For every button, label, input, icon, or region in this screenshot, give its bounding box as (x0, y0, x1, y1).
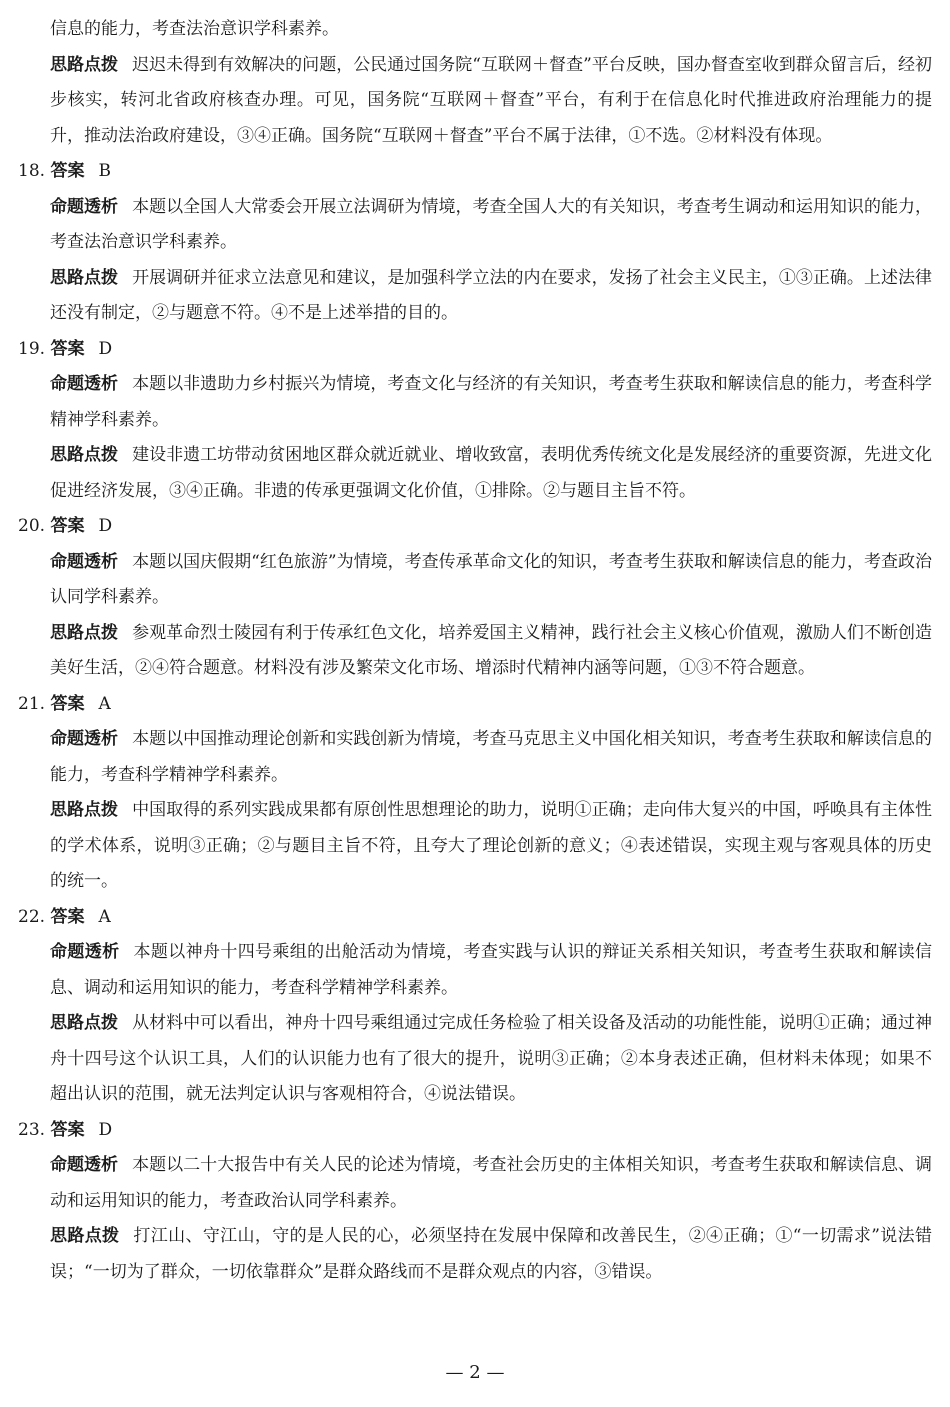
silu-label: 思路点拨 (50, 622, 119, 643)
q19-silu-text: 建设非遗工坊带动贫困地区群众就近就业、增收致富，表明优秀传统文化是发展经济的重要资源，先进文化促进经济发展，③④正确。非遗的传承更强调文化价值，①排除。②与题目主旨不符。 (50, 445, 933, 501)
q23-number: 23. (18, 1119, 46, 1140)
q20-mingti-paragraph (18, 545, 932, 616)
answer-label: 答案 (50, 906, 85, 927)
answer-label: 答案 (50, 693, 85, 714)
q20-silu-text: 参观革命烈士陵园有利于传承红色文化，培养爱国主义精神，践行社会主义核心价值观，激励人们不断创造美好生活，②④符合题意。材料没有涉及繁荣文化市场、增添时代精神内涵等问题，①③不符合题意。 (50, 622, 933, 678)
silu-label: 思路点拨 (50, 1013, 119, 1033)
answer-label: 答案 (50, 338, 85, 359)
q21-number: 21. (18, 693, 46, 714)
answer-label: 答案 (50, 1119, 85, 1140)
answer-label: 答案 (50, 161, 85, 181)
q23-silu-text: 打江山、守江山，守的是人民的心，必须坚持在发展中保障和改善民生，②④正确；①“一切需求”说法错误；“一切为了群众，一切依靠群众”是群众路线而不是群众观点的内容，③错误。 (50, 1226, 933, 1282)
silu-label: 思路点拨 (50, 267, 119, 288)
q17-silu-paragraph (18, 48, 932, 155)
q19-mingti-paragraph (18, 367, 932, 438)
page-number: — 2 — (445, 1362, 505, 1383)
q18-mingti-paragraph (18, 190, 932, 261)
q23-answer-line (18, 1113, 932, 1149)
q22-mingti-text: 本题以神舟十四号乘组的出舱活动为情境，考查实践与认识的辩证关系相关知识，考查考生获取和解读信息、调动和运用知识的能力，考查科学精神学科素养。 (50, 942, 933, 998)
silu-label: 思路点拨 (50, 800, 119, 820)
q21-answer: A (98, 693, 111, 714)
q18-mingti-text: 本题以全国人大常委会开展立法调研为情境，考查全国人大的有关知识，考查考生调动和运用知识的能力，考查法治意识学科素养。 (50, 196, 933, 252)
q20-silu-paragraph (18, 616, 932, 687)
q18-answer-line (18, 154, 932, 190)
q23-silu-paragraph (18, 1219, 932, 1290)
q19-number: 19. (18, 338, 46, 359)
q21-silu-text: 中国取得的系列实践成果都有原创性思想理论的助力，说明①正确；走向伟大复兴的中国，呼唤具有主体性的学术体系，说明③正确；②与题目主旨不符，且夸大了理论创新的意义；④表述错误，实现主观与客观具体的历史的统一。 (50, 800, 933, 891)
q20-mingti-text: 本题以国庆假期“红色旅游”为情境，考查传承革命文化的知识，考查考生获取和解读信息的能力，考查政治认同学科素养。 (50, 551, 933, 607)
q18-answer: B (98, 161, 111, 181)
q17-silu-text: 迟迟未得到有效解决的问题，公民通过国务院“互联网＋督查”平台反映，国办督查室收到群众留言后，经初步核实，转河北省政府核查办理。可见，国务院“互联网＋督查”平台，有利于在信息化时代推进政府治理能力的提升，推动法治政府建设，③④正确。国务院“互联网＋督查”平台不属于法律，①不选。②材料没有体现。 (50, 54, 933, 146)
silu-label: 思路点拨 (50, 1226, 120, 1246)
mingti-label: 命题透析 (50, 729, 119, 749)
silu-label: 思路点拨 (50, 445, 119, 465)
q22-answer: A (98, 906, 111, 927)
mingti-label: 命题透析 (50, 942, 120, 962)
q22-mingti-paragraph (18, 935, 932, 1006)
q21-silu-paragraph (18, 793, 932, 900)
silu-label: 思路点拨 (50, 54, 119, 75)
q19-answer-line (18, 332, 932, 368)
q21-mingti-text: 本题以中国推动理论创新和实践创新为情境，考查马克思主义中国化相关知识，考查考生获取和解读信息的能力，考查科学精神学科素养。 (50, 729, 933, 785)
mingti-label: 命题透析 (50, 551, 119, 572)
q20-answer: D (98, 516, 113, 536)
q19-mingti-text: 本题以非遗助力乡村振兴为情境，考查文化与经济的有关知识，考查考生获取和解读信息的能力，考查科学精神学科素养。 (50, 374, 933, 430)
page-content (18, 12, 932, 1290)
answer-label: 答案 (50, 516, 85, 536)
mingti-label: 命题透析 (50, 374, 119, 394)
q18-silu-text: 开展调研并征求立法意见和建议，是加强科学立法的内在要求，发扬了社会主义民主，①③正确。上述法律还没有制定，②与题意不符。④不是上述举措的目的。 (50, 267, 933, 323)
q19-answer: D (98, 338, 113, 359)
q21-mingti-paragraph (18, 722, 932, 793)
q20-answer-line (18, 509, 932, 545)
continuation-text: 信息的能力，考查法治意识学科素养。 (50, 19, 339, 39)
mingti-label: 命题透析 (50, 196, 119, 217)
q23-mingti-paragraph (18, 1148, 932, 1219)
q22-number: 22. (18, 906, 46, 927)
q23-answer: D (98, 1119, 113, 1140)
mingti-label: 命题透析 (50, 1155, 119, 1175)
q18-number: 18. (18, 161, 46, 181)
q22-answer-line (18, 900, 932, 936)
q18-silu-paragraph (18, 261, 932, 332)
q23-mingti-text: 本题以二十大报告中有关人民的论述为情境，考查社会历史的主体相关知识，考查考生获取和解读信息、调动和运用知识的能力，考查政治认同学科素养。 (50, 1155, 933, 1211)
q22-silu-text: 从材料中可以看出，神舟十四号乘组通过完成任务检验了相关设备及活动的功能性能，说明①正确；通过神舟十四号这个认识工具，人们的认识能力也有了很大的提升，说明③正确；②本身表述正确，但材料未体现；如果不超出认识的范围，就无法判定认识与客观相符合，④说法错误。 (50, 1013, 933, 1104)
q20-number: 20. (18, 516, 46, 536)
q22-silu-paragraph (18, 1006, 932, 1113)
q21-answer-line (18, 687, 932, 723)
q19-silu-paragraph (18, 438, 932, 509)
